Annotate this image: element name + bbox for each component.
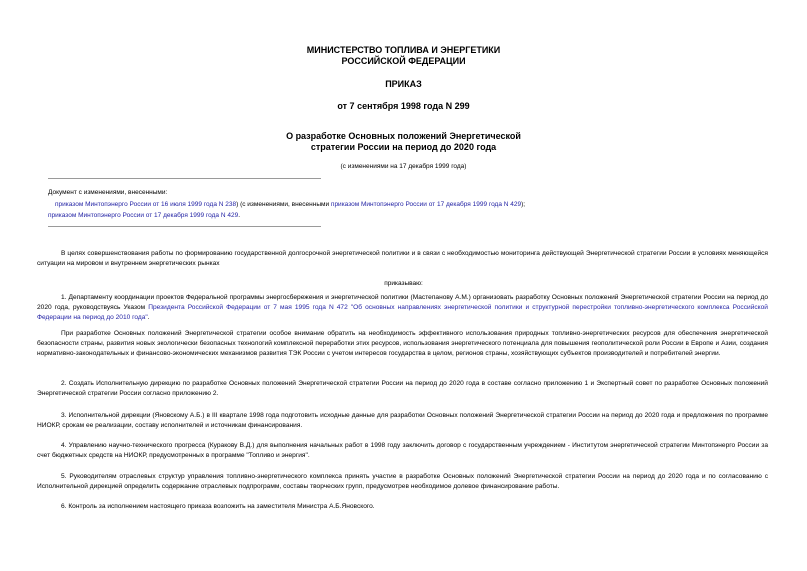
subject-line2: стратегии России на период до 2020 года: [310, 142, 497, 152]
changes-item-2: [48, 212, 240, 220]
bottom-divider: [48, 226, 321, 227]
changes-item1-end: );: [521, 201, 526, 208]
order-word: приказываю:: [384, 280, 423, 287]
paragraph-1: [37, 293, 768, 323]
paragraph-4: 4. Управлению научно-технического прогресса (Куракову В.Д.) для выполнения начальных работ в 1998 году заключить договор с государственным учреждением - Институтом энергетической стратегии Минтопэнерго России за счет бюджетных средств на НИОКР, предусмотренных в программе "Топливо и энергия".: [37, 442, 768, 459]
paragraph-6: 6. Контроль за исполнением настоящего приказа возложить на заместителя Министра А.Б.Яновского.: [61, 503, 375, 510]
top-divider: [48, 178, 321, 179]
ministry-name-line2: РОССИЙСКОЙ ФЕДЕРАЦИИ: [341, 56, 466, 66]
changes-item1-link[interactable]: приказом Минтопэнерго России от 16 июля 1999 года N 238: [55, 201, 237, 208]
amendment-note: (с изменениями на 17 декабря 1999 года): [340, 163, 467, 170]
changes-item2-link[interactable]: приказом Минтопэнерго России от 17 декабря 1999 года N 429: [48, 212, 239, 219]
paragraph-5: 5. Руководителям отраслевых структур управления топливно-энергетического комплекса принять участие в разработке Основных положений Энергетической стратегии России на период до 2020 года и по согласованию с Исполнительной дирекцией определить содержание отраслевых подпрограмм, составы творческих групп, предусмотрев необходимое долевое финансирование работы.: [37, 473, 768, 490]
order-title: ПРИКАЗ: [385, 79, 422, 89]
subject-line1: О разработке Основных положений Энергетической: [286, 131, 521, 141]
paragraph-1b: При разработке Основных положений Энергетической стратегии особое внимание обратить на необходимость эффективного использования природных топливно-энергетических ресурсов для обеспечения энергетической безопасности страны, развития новых экологически безопасных технологий комплексной переработки этих ресурсов, использования энергетического потенциала для повышения геополитической роли России в Европе и Азии, создания нормативно-законодательных и финансово-экономических механизмов развития ТЭК России с учетом интересов государства в целом, регионов страны, хозяйствующих субъектов производителей и потребителей энергии.: [37, 330, 768, 357]
changes-item1-middle: ) (с изменениями, внесенными: [236, 201, 331, 208]
changes-item-1: [55, 201, 525, 209]
preamble: В целях совершенствования работы по формированию государственной долгосрочной энергетической политики и в связи с необходимостью мониторинга действующей Энергетической стратегии России в условиях меняющейся ситуации на мировом и внутреннем энергетических рынках: [37, 250, 768, 267]
paragraph-2: 2. Создать Исполнительную дирекцию по разработке Основных положений Энергетической стратегии России на период до 2020 года в составе согласно приложению 1 и Экспертный совет по разработке Основных положений Энергетической стратегии России согласно приложению 2.: [37, 380, 768, 397]
changes-item2-end: .: [238, 212, 241, 219]
ministry-name-line1: МИНИСТЕРСТВО ТОПЛИВА И ЭНЕРГЕТИКИ: [306, 45, 501, 55]
order-date: от 7 сентября 1998 года N 299: [337, 101, 470, 111]
paragraph-1-end: .: [147, 314, 150, 321]
changes-item1-link2[interactable]: приказом Минтопэнерго России от 17 декабря 1999 года N 429: [330, 201, 522, 208]
changes-intro: Документ с изменениями, внесенными:: [48, 189, 168, 196]
paragraph-3: 3. Исполнительной дирекции (Яновскому А.Б.) в III квартале 1998 года подготовить исходные данные для разработки Основных положений Энергетической стратегии России на период до 2020 года и предложения по программе НИОКР, срокам ее реализации, составу исполнителей и источникам финансирования.: [37, 412, 768, 429]
paragraph-1-link[interactable]: Президента Российской Федерации от 7 мая 1995 года N 472 "Об основных направлениях энергетической политики и структурной перестройки топливно-энергетического комплекса Российской Федерации на период до 2010 года": [37, 304, 768, 321]
paragraph-1-start: 1. Департаменту координации проектов Федеральной программы энергосбережения и энергетической политики (Мастепанову А.М.) организовать разработку Основных положений Энергетической стратегии России на период до 2020 года, руководствуясь Указом: [37, 294, 768, 311]
